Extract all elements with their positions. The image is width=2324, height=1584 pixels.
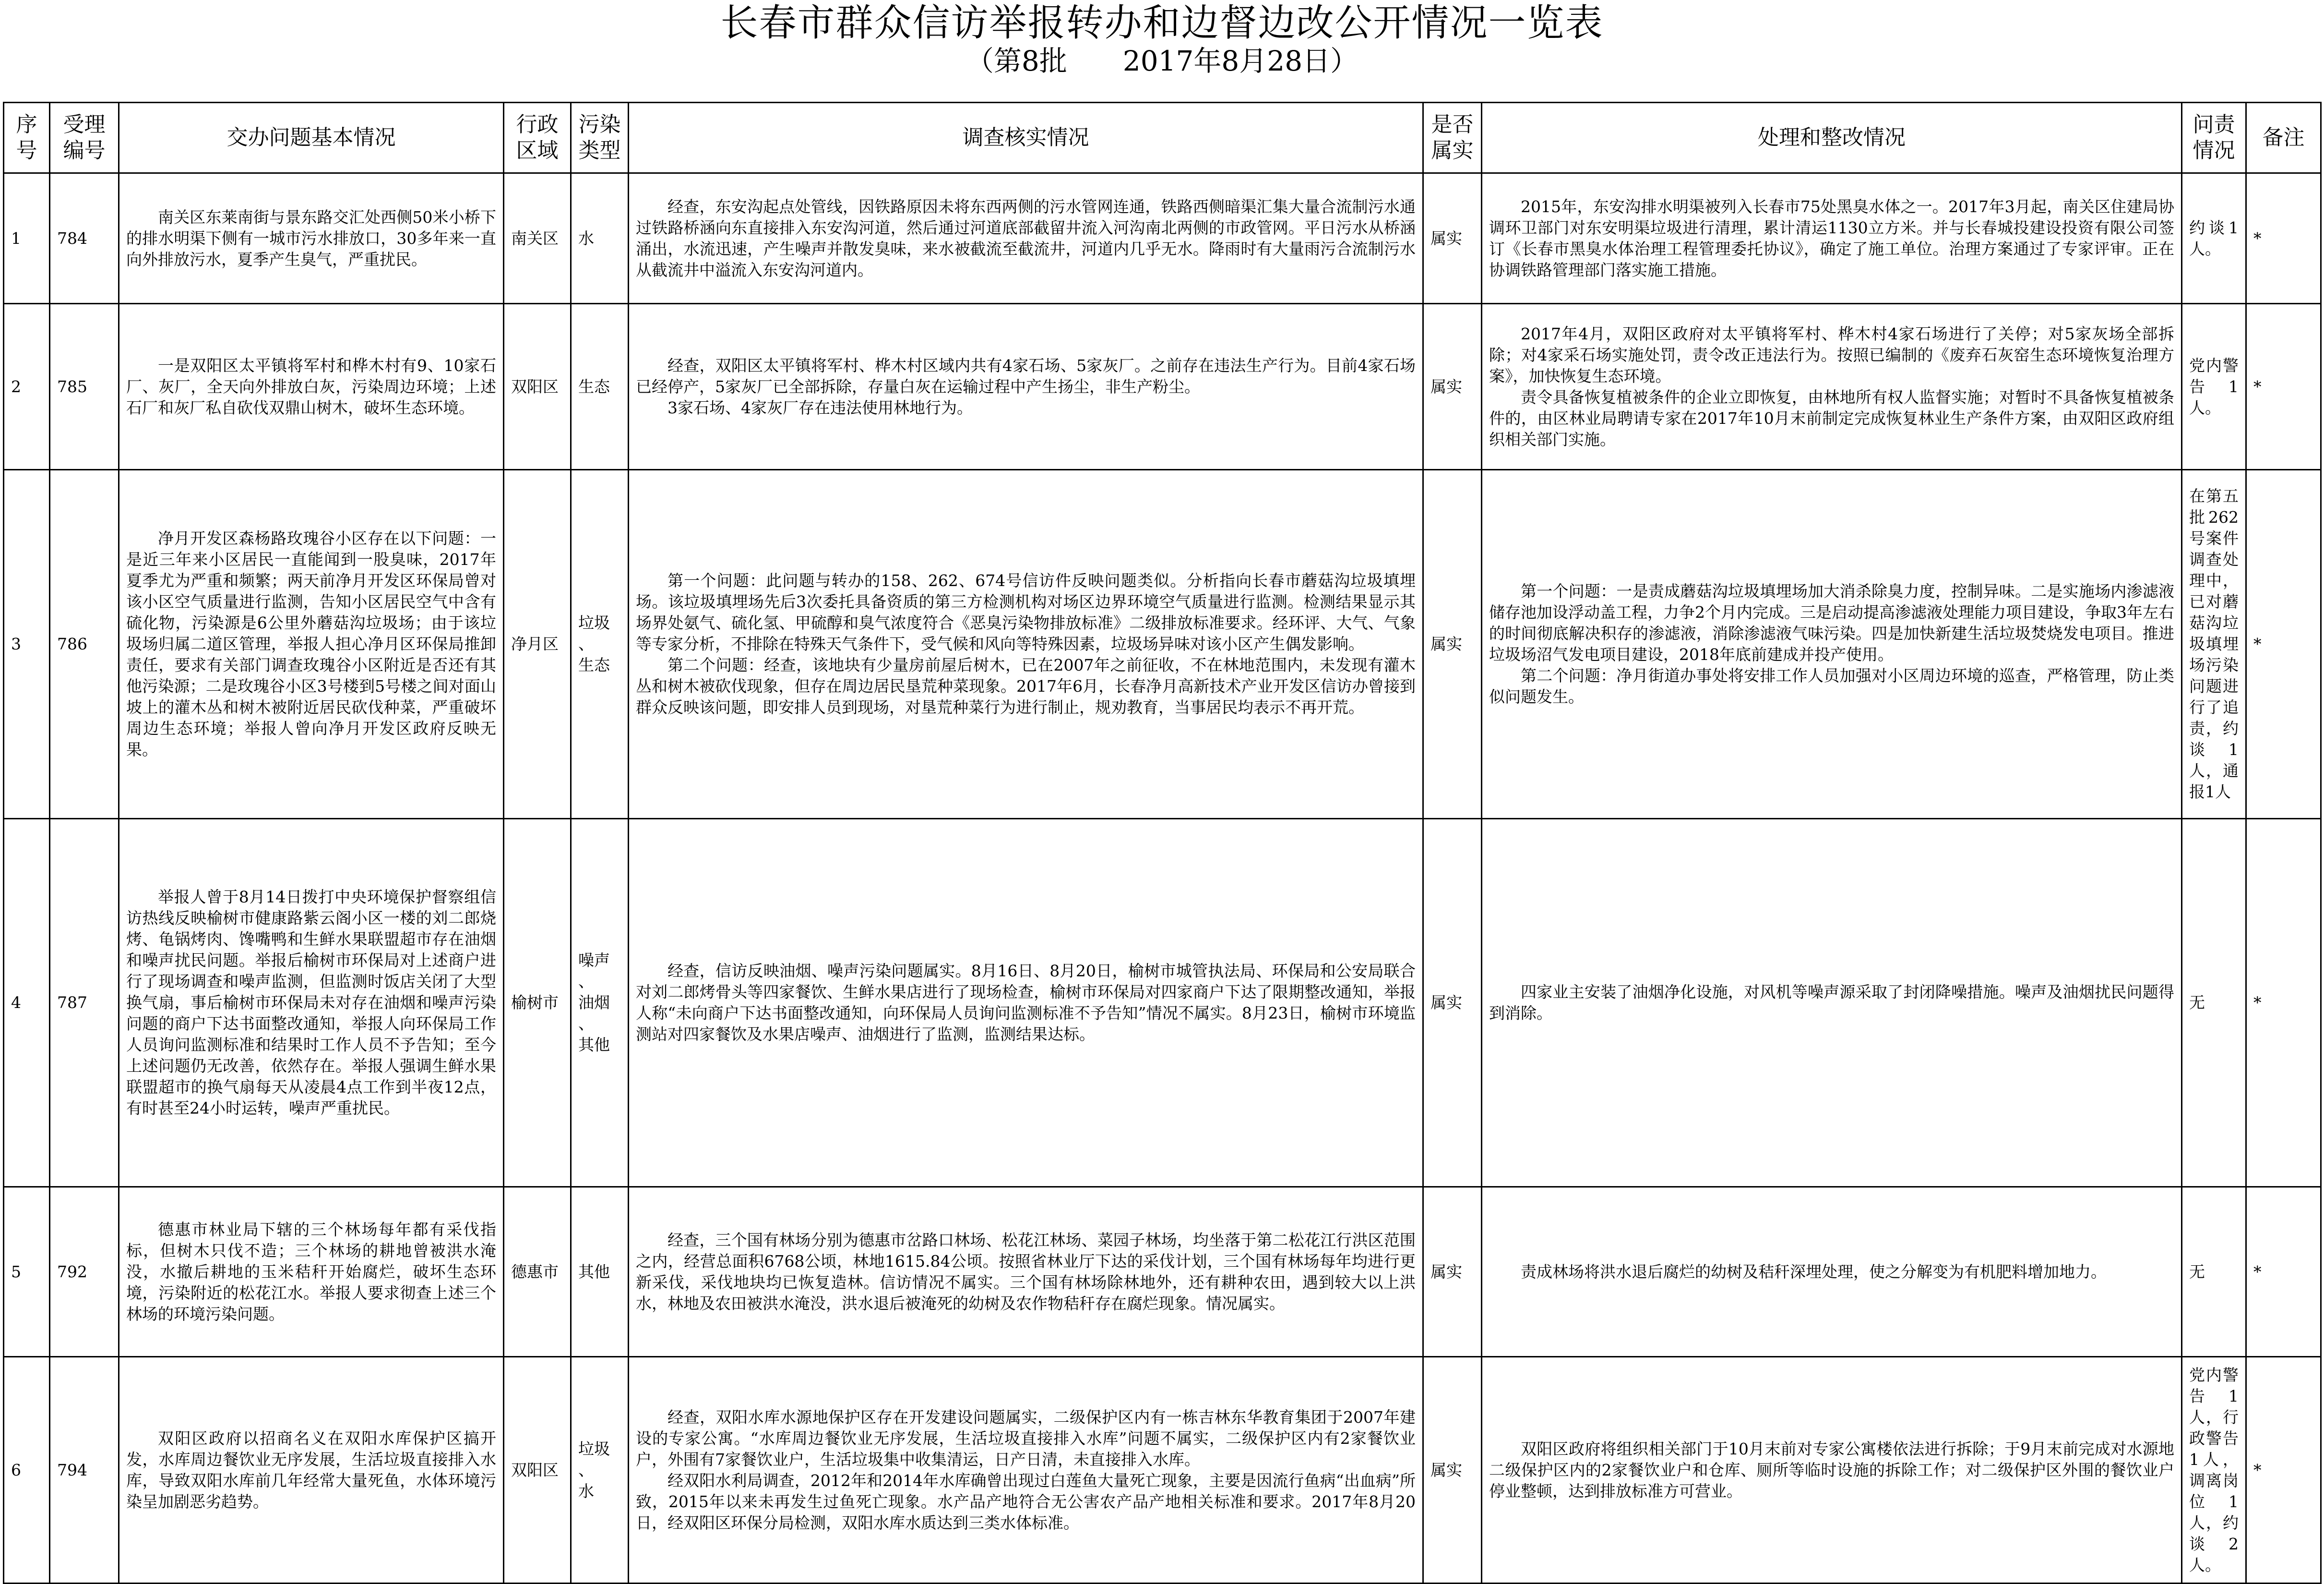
- pollution-type-part: 生态: [578, 656, 610, 674]
- pollution-type-part: 、: [578, 1014, 594, 1033]
- pollution-type-part: 水: [578, 228, 594, 248]
- cell-issue-paragraph: 德惠市林业局下辖的三个林场每年都有采伐指标，但树木只伐不造；三个林场的耕地曾被洪水淹没，水撤后耕地的玉米秸秆开始腐烂，破坏生态环境，污染附近的松花江水。举报人要求彻查上述三个林场的环境污染问题。: [126, 1220, 496, 1323]
- cell-is-true: 属实: [1423, 173, 1482, 304]
- cell-handling: [1482, 470, 2182, 819]
- cell-accountability: 无: [2182, 1187, 2246, 1357]
- header-issue: 交办问题基本情况: [119, 103, 504, 173]
- pollution-type-part: 、: [578, 1460, 594, 1479]
- cell-investigation-paragraph: 第一个问题：此问题与转办的158、262、674号信访件反映问题类似。分析指向长春市蘑菇沟垃圾填埋场。该垃圾填埋场先后3次委托具备资质的第三方检测机构对场区边界环境空气质量进行监测。检测结果显示其场界处氨气、硫化氢、甲硫醇和臭气浓度符合《恶臭污染物排放标准》二级排放标准要求。经环评、大气、气象等专家分析，不排除在特殊天气条件下，受气候和风向等特殊因素，垃圾场异味对该小区产生偶发影响。: [636, 571, 1416, 653]
- table-row: [4, 819, 2321, 1187]
- cell-issue: [119, 173, 504, 304]
- table-header-row: [4, 103, 2321, 173]
- cell-id: 785: [50, 304, 119, 470]
- table-row: [4, 470, 2321, 819]
- pollution-type-part: 生态: [578, 377, 610, 396]
- cell-pollution-type: [571, 1187, 629, 1357]
- cell-investigation-paragraph: 经查，双阳水库水源地保护区存在开发建设问题属实，二级保护区内有一栋吉林东华教育集团于2007年建设的专家公寓。“水库周边餐饮业无序发展，生活垃圾直接排入水库”问题不属实，二级保护区内有2家餐饮业户，外围有7家餐饮业户，生活垃圾集中收集清运，日产日清，未直接排入水库。: [636, 1407, 1416, 1469]
- cell-region: 榆树市: [504, 819, 571, 1187]
- cell-is-true: 属实: [1423, 819, 1482, 1187]
- cell-investigation-paragraph: 经查，双阳区太平镇将军村、桦木村区域内共有4家石场、5家灰厂。之前存在违法生产行为。目前4家石场已经停产，5家灰厂已全部拆除，存量白灰在运输过程中产生扬尘，非生产粉尘。: [636, 356, 1416, 396]
- table-body: [4, 173, 2321, 1584]
- cell-investigation-paragraph: 第二个问题：经查，该地块有少量房前屋后树木，已在2007年之前征收，不在林地范围内，未发现有灌木丛和树木被砍伐现象，但存在周边居民垦荒种菜现象。2017年6月，长春净月高新技术产业开发区信访办曾接到群众反映该问题，即安排人员到现场，对垦荒种菜行为进行制止，规劝教育，当事居民均表示不再开荒。: [636, 656, 1416, 717]
- cell-accountability: 在第五批262号案件调查处理中，已对蘑菇沟垃圾填埋场污染问题进行了追责，约谈1人，通报1人: [2182, 470, 2246, 819]
- cell-note: *: [2246, 819, 2321, 1187]
- cell-is-true: 属实: [1423, 1357, 1482, 1584]
- cell-issue-paragraph: 双阳区政府以招商名义在双阳水库保护区搞开发，水库周边餐饮业无序发展，生活垃圾直接排入水库，导致双阳水库前几年经常大量死鱼，水体环境污染呈加剧恶劣趋势。: [126, 1428, 496, 1511]
- cell-region: 南关区: [504, 173, 571, 304]
- cell-investigation-paragraph: 经查，三个国有林场分别为德惠市岔路口林场、松花江林场、菜园子林场，均坐落于第二松花江行洪区范围之内，经营总面积6768公顷，林地1615.84公顷。按照省林业厅下达的采伐计划，三个国有林场每年均进行更新采伐，采伐地块均已恢复造林。信访情况不属实。三个国有林场除林地外，还有耕种农田，遇到较大以上洪水，林地及农田被洪水淹没，洪水退后被淹死的幼树及农作物秸秆存在腐烂现象。情况属实。: [636, 1230, 1416, 1313]
- pollution-type-part: 垃圾: [578, 613, 610, 632]
- cell-issue-paragraph: 举报人曾于8月14日拨打中央环境保护督察组信访热线反映榆树市健康路紫云阁小区一楼的刘二郎烧烤、龟锅烤肉、馋嘴鸭和生鲜水果联盟超市存在油烟和噪声扰民问题。举报后榆树市环保局对上述商户进行了现场调查和噪声监测，但监测时饭店关闭了大型换气扇，事后榆树市环保局未对存在油烟和噪声污染问题的商户下达书面整改通知，举报人向环保局工作人员询问监测标准和结果时工作人员不予告知；至今上述问题仍无改善，依然存在。举报人强调生鲜水果联盟超市的换气扇每天从凌晨4点工作到半夜12点，有时甚至24小时运转，噪声严重扰民。: [126, 888, 496, 1117]
- cell-handling-paragraph: 2017年4月，双阳区政府对太平镇将军村、桦木村4家石场进行了关停；对5家灰场全部拆除；对4家采石场实施处罚，责令改正违法行为。按照已编制的《废弃石灰窑生态环境恢复治理方案》，加快恢复生态环境。: [1489, 324, 2174, 385]
- cell-id: 792: [50, 1187, 119, 1357]
- cell-note: *: [2246, 470, 2321, 819]
- pollution-type-part: 、: [578, 972, 594, 991]
- cell-accountability: 党内警告1人，行政警告1人，调离岗位1人，约谈2人。: [2182, 1357, 2246, 1584]
- pollution-type-part: 油烟: [578, 993, 610, 1012]
- cell-pollution-type: [571, 819, 629, 1187]
- cell-accountability: 约谈1人。: [2182, 173, 2246, 304]
- cell-pollution-type: [571, 1357, 629, 1584]
- cell-id: 786: [50, 470, 119, 819]
- cell-handling-paragraph: 责成林场将洪水退后腐烂的幼树及秸秆深埋处理，使之分解变为有机肥料增加地力。: [1521, 1262, 2107, 1281]
- cell-region: 双阳区: [504, 1357, 571, 1584]
- cell-region: 双阳区: [504, 304, 571, 470]
- header-pollution-type: 污染类型: [571, 103, 629, 173]
- cell-accountability: 党内警告1人。: [2182, 304, 2246, 470]
- cell-region: 净月区: [504, 470, 571, 819]
- cell-accountability: 无: [2182, 819, 2246, 1187]
- header-accountability: 问责情况: [2182, 103, 2246, 173]
- pollution-type-part: 其他: [578, 1035, 610, 1054]
- cell-seq: 6: [4, 1357, 50, 1584]
- cell-handling-paragraph: 2015年，东安沟排水明渠被列入长春市75处黑臭水体之一。2017年3月起，南关区住建局协调环卫部门对东安明渠垃圾进行清理，累计清运1130立方米。并与长春城投建设投资有限公司签订《长春市黑臭水体治理工程管理委托协议》，确定了施工单位。治理方案通过了专家评审。正在协调铁路管理部门落实施工措施。: [1489, 197, 2174, 279]
- cell-note: *: [2246, 173, 2321, 304]
- page-subtitle: （第8批 2017年8月28日）: [965, 45, 1359, 77]
- cell-investigation-paragraph: 3家石场、4家灰厂存在违法使用林地行为。: [667, 398, 973, 417]
- cell-handling: [1482, 304, 2182, 470]
- cell-handling: [1482, 819, 2182, 1187]
- cell-id: 784: [50, 173, 119, 304]
- cell-investigation-paragraph: 经查，信访反映油烟、噪声污染问题属实。8月16日、8月20日，榆树市城管执法局、环保局和公安局联合对刘二郎烤骨头等四家餐饮、生鲜水果店进行了现场检查，榆树市环保局对四家商户下达了限期整改通知，举报人称“未向商户下达书面整改通知，向环保局人员询问监测标准不予告知”情况不属实。8月23日，榆树市环境监测站对四家餐饮及水果店噪声、油烟进行了监测，监测结果达标。: [636, 961, 1416, 1044]
- cell-note: *: [2246, 1357, 2321, 1584]
- cell-investigation: [629, 173, 1423, 304]
- table-row: [4, 173, 2321, 304]
- cell-seq: 4: [4, 819, 50, 1187]
- cell-pollution-type: [571, 470, 629, 819]
- cell-handling-paragraph: 四家业主安装了油烟净化设施，对风机等噪声源采取了封闭降噪措施。噪声及油烟扰民问题得到消除。: [1489, 983, 2174, 1022]
- cell-investigation: [629, 1357, 1423, 1584]
- cell-seq: 2: [4, 304, 50, 470]
- cell-investigation-paragraph: 经查，东安沟起点处管线，因铁路原因未将东西两侧的污水管网连通，铁路西侧暗渠汇集大量合流制污水通过铁路桥涵向东直接排入东安沟河道，然后通过河道底部截留井流入河沟南北两侧的市政管网。平日污水从桥涵涌出，水流迅速，产生噪声并散发臭味，来水被截流至截流井，河道内几乎无水。降雨时有大量雨污合流制污水从截流井中溢流入东安沟河道内。: [636, 197, 1416, 279]
- cell-investigation: [629, 470, 1423, 819]
- cell-handling: [1482, 173, 2182, 304]
- cell-investigation-paragraph: 经双阳水利局调查，2012年和2014年水库确曾出现过白莲鱼大量死亡现象，主要是因流行鱼病“出血病”所致，2015年以来未再发生过鱼死亡现象。水产品产地符合无公害农产品产地相关标准和要求。2017年8月20日，经双阳区环保分局检测，双阳水库水质达到三类水体标准。: [636, 1471, 1416, 1532]
- cell-handling-paragraph: 责令具备恢复植被条件的企业立即恢复，由林地所有权人监督实施；对暂时不具备恢复植被条件的，由区林业局聘请专家在2017年10月末前制定完成恢复林业生产条件方案，由双阳区政府组织相关部门实施。: [1489, 387, 2174, 449]
- cell-issue: [119, 304, 504, 470]
- cell-issue-paragraph: 净月开发区森杨路玫瑰谷小区存在以下问题：一是近三年来小区居民一直能闻到一股臭味，2017年夏季尤为严重和频繁；两天前净月开发区环保局曾对该小区空气质量进行监测，告知小区居民空气中含有硫化物，污染源是6公里外蘑菇沟垃圾场；由于该垃圾场归属二道区管理，举报人担心净月区环保局推卸责任，要求有关部门调查玫瑰谷小区附近是否还有其他污染源；二是玫瑰谷小区3号楼到5号楼之间对面山坡上的灌木丛和树木被附近居民砍伐种菜，严重破坏周边生态环境；举报人曾向净月开发区政府反映无果。: [126, 529, 496, 759]
- pollution-type-part: 噪声: [578, 951, 610, 970]
- cell-handling: [1482, 1187, 2182, 1357]
- cell-is-true: 属实: [1423, 1187, 1482, 1357]
- cell-pollution-type: [571, 173, 629, 304]
- cell-seq: 5: [4, 1187, 50, 1357]
- cell-note: *: [2246, 1187, 2321, 1357]
- cell-issue: [119, 1357, 504, 1584]
- cell-issue: [119, 470, 504, 819]
- header-handling: 处理和整改情况: [1482, 103, 2182, 173]
- cell-issue: [119, 819, 504, 1187]
- cell-region: 德惠市: [504, 1187, 571, 1357]
- cell-investigation: [629, 819, 1423, 1187]
- cell-handling-paragraph: 第二个问题：净月街道办事处将安排工作人员加强对小区周边环境的巡查，严格管理，防止类似问题发生。: [1489, 666, 2174, 706]
- header-region: 行政区域: [504, 103, 571, 173]
- pollution-type-part: 其他: [578, 1262, 610, 1281]
- pollution-type-part: 、: [578, 635, 594, 653]
- pollution-type-part: 垃圾: [578, 1439, 610, 1458]
- cell-issue-paragraph: 南关区东莱南街与景东路交汇处西侧50米小桥下的排水明渠下侧有一城市污水排放口，30多年来一直向外排放污水，夏季产生臭气，严重扰民。: [126, 207, 496, 269]
- header-investigation: 调查核实情况: [629, 103, 1423, 173]
- cell-seq: 1: [4, 173, 50, 304]
- header-note: 备注: [2246, 103, 2321, 173]
- page-title: 长春市群众信访举报转办和边督边改公开情况一览表: [720, 1, 1604, 45]
- header-id: 受理编号: [50, 103, 119, 173]
- cell-is-true: 属实: [1423, 304, 1482, 470]
- cell-investigation: [629, 1187, 1423, 1357]
- header-is-true: 是否属实: [1423, 103, 1482, 173]
- disclosure-table: [3, 102, 2322, 1584]
- pollution-type-part: 水: [578, 1481, 594, 1500]
- cell-is-true: 属实: [1423, 470, 1482, 819]
- cell-pollution-type: [571, 304, 629, 470]
- cell-investigation: [629, 304, 1423, 470]
- cell-seq: 3: [4, 470, 50, 819]
- header-seq: 序号: [4, 103, 50, 173]
- cell-id: 787: [50, 819, 119, 1187]
- cell-issue-paragraph: 一是双阳区太平镇将军村和桦木村有9、10家石厂、灰厂，全天向外排放白灰，污染周边环境；上述石厂和灰厂私自砍伐双鼎山树木，破坏生态环境。: [126, 356, 496, 417]
- table-row: [4, 304, 2321, 470]
- cell-handling-paragraph: 双阳区政府将组织相关部门于10月末前对专家公寓楼依法进行拆除；于9月末前完成对水源地二级保护区内的2家餐饮业户和仓库、厕所等临时设施的拆除工作；对二级保护区外围的餐饮业户停业整顿，达到排放标准方可营业。: [1489, 1439, 2174, 1500]
- table-row: [4, 1357, 2321, 1584]
- cell-issue: [119, 1187, 504, 1357]
- cell-handling-paragraph: 第一个问题：一是责成蘑菇沟垃圾填埋场加大消杀除臭力度，控制异味。二是实施场内渗滤液储存池加设浮动盖工程，力争2个月内完成。三是启动提高渗滤液处理能力项目建设，争取3年左右的时间彻底解决积存的渗滤液，消除渗滤液气味污染。四是加快新建生活垃圾焚烧发电项目。推进垃圾场沼气发电项目建设，2018年底前建成并投产使用。: [1489, 582, 2174, 664]
- cell-handling: [1482, 1357, 2182, 1584]
- cell-id: 794: [50, 1357, 119, 1584]
- table-row: [4, 1187, 2321, 1357]
- cell-note: *: [2246, 304, 2321, 470]
